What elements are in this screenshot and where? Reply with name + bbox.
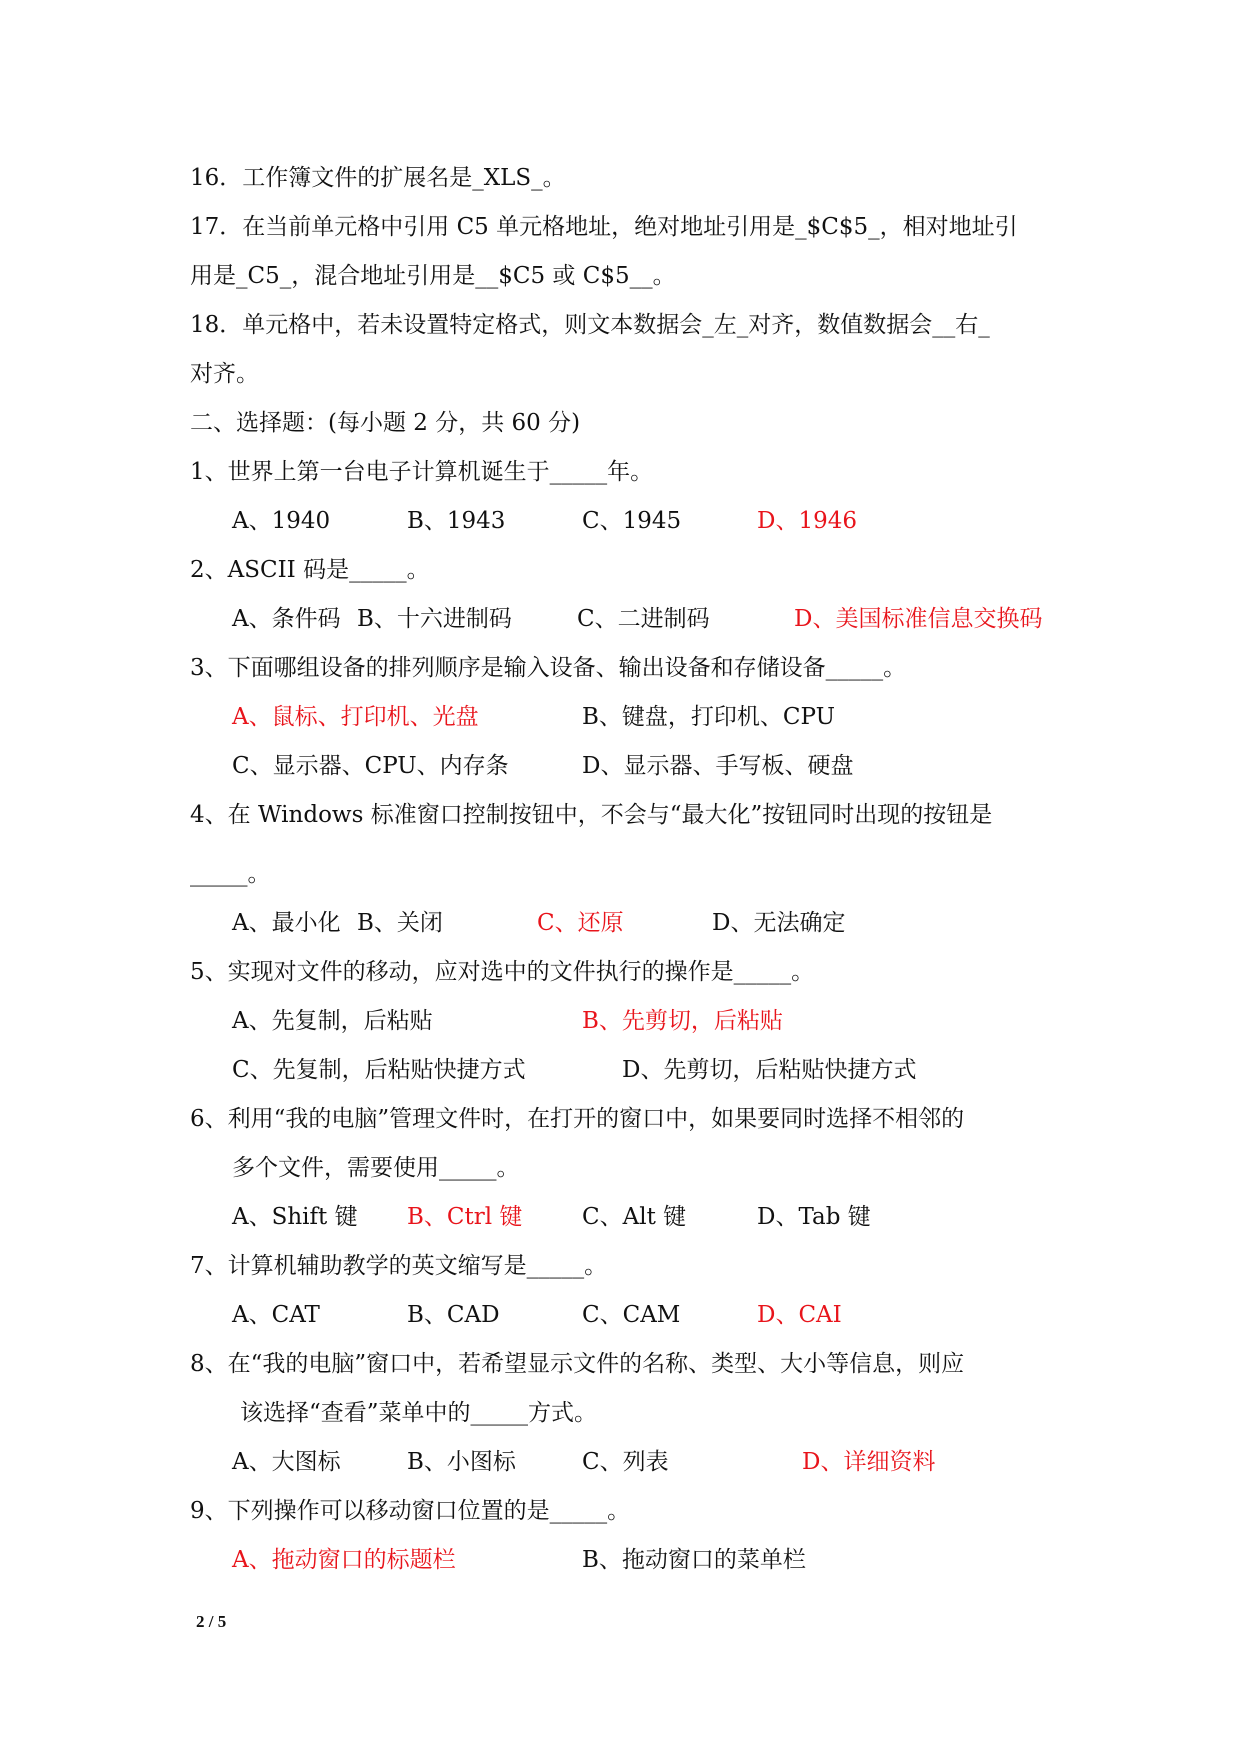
page-content: [190, 154, 1070, 1585]
option-d-answer: D、CAI: [757, 1302, 842, 1328]
option-d: D、无法确定: [712, 910, 846, 936]
option-a: A、CAT: [232, 1302, 320, 1328]
option-a-answer: A、鼠标、打印机、光盘: [232, 704, 479, 730]
question-3-options-ab: [190, 693, 1070, 742]
option-b-answer: B、先剪切，后粘贴: [582, 1008, 783, 1034]
option-b: B、键盘，打印机、CPU: [582, 704, 835, 730]
question-2: 2、ASCII 码是_____。: [190, 557, 430, 583]
option-d-answer: D、美国标准信息交换码: [794, 606, 1043, 632]
option-a: A、条件码: [232, 606, 341, 632]
question-16: 16．工作簿文件的扩展名是_XLS_。: [190, 165, 566, 191]
question-9: 9、下列操作可以移动窗口位置的是_____。: [190, 1498, 631, 1524]
option-d: D、显示器、手写板、硬盘: [582, 753, 854, 779]
question-17-line-1: 17．在当前单元格中引用 C5 单元格地址，绝对地址引用是_$C$5_，相对地址引: [190, 214, 1018, 240]
option-b: B、CAD: [407, 1302, 500, 1328]
question-1-options: [190, 497, 1070, 546]
option-b: B、1943: [407, 508, 506, 534]
option-b: B、拖动窗口的菜单栏: [582, 1547, 806, 1573]
question-3: 3、下面哪组设备的排列顺序是输入设备、输出设备和存储设备_____。: [190, 655, 907, 681]
option-b: B、关闭: [357, 910, 443, 936]
page-number: 2 / 5: [196, 1612, 227, 1631]
question-8-line-1: 8、在“我的电脑”窗口中，若希望显示文件的名称、类型、大小等信息，则应: [190, 1351, 965, 1377]
question-8-options: [190, 1438, 1070, 1487]
option-d: D、先剪切，后粘贴快捷方式: [622, 1057, 917, 1083]
option-d: D、Tab 键: [757, 1204, 871, 1230]
option-a-answer: A、拖动窗口的标题栏: [232, 1547, 456, 1573]
option-c: C、Alt 键: [582, 1204, 687, 1230]
question-2-options: [190, 595, 1070, 644]
option-d-answer: D、1946: [757, 508, 857, 534]
question-7: 7、计算机辅助教学的英文缩写是_____。: [190, 1253, 608, 1279]
question-4-line-1: 4、在 Windows 标准窗口控制按钮中，不会与“最大化”按钮同时出现的按钮是: [190, 802, 993, 828]
option-c: C、显示器、CPU、内存条: [232, 753, 509, 779]
question-7-options: [190, 1291, 1070, 1340]
question-6-line-2: 多个文件，需要使用_____。: [232, 1155, 520, 1181]
option-b-answer: B、Ctrl 键: [407, 1204, 523, 1230]
question-8-line-2: 该选择“查看”菜单中的_____方式。: [240, 1400, 598, 1426]
question-18-line-1: 18．单元格中，若未设置特定格式，则文本数据会_左_对齐，数值数据会__右_: [190, 312, 990, 338]
question-4-line-2: _____。: [190, 861, 271, 887]
option-a: A、先复制，后粘贴: [232, 1008, 433, 1034]
question-6-line-1: 6、利用“我的电脑”管理文件时，在打开的窗口中，如果要同时选择不相邻的: [190, 1106, 965, 1132]
question-5-options-cd: [190, 1046, 1070, 1095]
option-a: A、Shift 键: [232, 1204, 358, 1230]
option-a: A、1940: [232, 508, 331, 534]
option-a: A、大图标: [232, 1449, 341, 1475]
question-9-options: [190, 1536, 1070, 1585]
option-a: A、最小化: [232, 910, 341, 936]
option-c: C、CAM: [582, 1302, 681, 1328]
question-3-options-cd: [190, 742, 1070, 791]
question-5-options-ab: [190, 997, 1070, 1046]
option-c: C、二进制码: [577, 606, 710, 632]
question-4-options: [190, 899, 1070, 948]
option-c-answer: C、还原: [537, 910, 624, 936]
question-1: 1、世界上第一台电子计算机诞生于_____年。: [190, 459, 654, 485]
option-b: B、小图标: [407, 1449, 516, 1475]
option-c: C、列表: [582, 1449, 669, 1475]
question-6-options: [190, 1193, 1070, 1242]
option-c: C、先复制，后粘贴快捷方式: [232, 1057, 526, 1083]
option-b: B、十六进制码: [357, 606, 512, 632]
question-5: 5、实现对文件的移动，应对选中的文件执行的操作是_____。: [190, 959, 815, 985]
section-heading-choice: 二、选择题：(每小题 2 分，共 60 分): [190, 410, 581, 436]
question-18-line-2: 对齐。: [190, 361, 259, 387]
question-17-line-2: 用是_C5_，混合地址引用是__$C5 或 C$5__。: [190, 263, 676, 289]
option-d-answer: D、详细资料: [802, 1449, 936, 1475]
option-c: C、1945: [582, 508, 682, 534]
